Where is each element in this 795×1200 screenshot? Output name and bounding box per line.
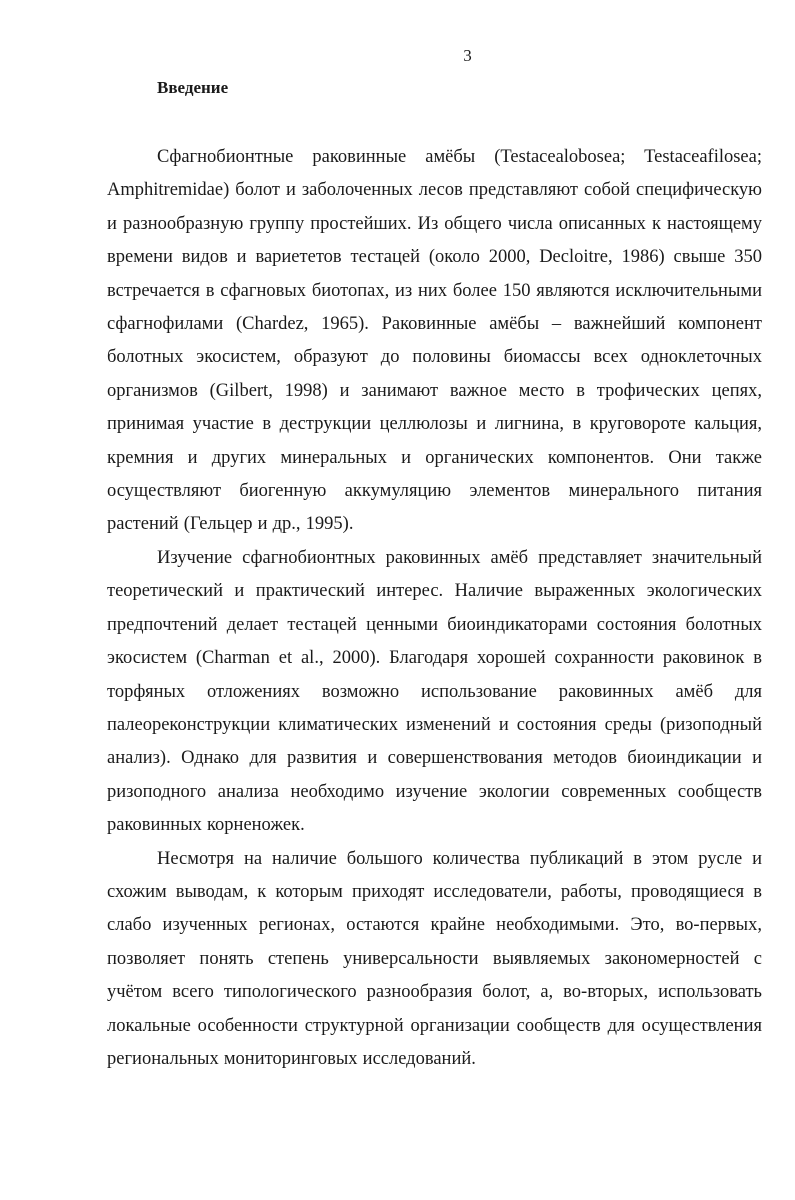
paragraph-1: Сфагнобионтные раковинные амёбы (Testacealobosea; Testaceafilosea; Amphitremidae) болот и заболоченных лесов представляют собой специфическую и разнообразную группу простейших. Из общего числа описанных к настоящему времени видов и вариететов тестацей (около 2000, Decloitre, 1986) свыше 350 встречается в сфагновых биотопах, из них более 150 являются исключительными сфагнофилами (Chardez, 1965). Раковинные амёбы – важнейший компонент болотных экосистем, образуют до половины биомассы всех одноклеточных организмов (Gilbert, 1998) и занимают важное место в трофических цепях, принимая участие в деструкции целлюлозы и лигнина, в круговороте кальция, кремния и других минеральных и органических компонентов. Они также осуществляют биогенную аккумуляцию элементов минерального питания растений (Гельцер и др., 1995). — [107, 147, 762, 535]
section-heading: Введение — [157, 78, 229, 97]
paragraph-2: Изучение сфагнобионтных раковинных амёб представляет значительный теоретический и практический интерес. Наличие выраженных экологических предпочтений делает тестацей ценными биоиндикаторами состояния болотных экосистем (Charman et al., 2000). Благодаря хорошей сохранности раковинок в торфяных отложениях возможно использование раковинных амёб для палеореконструкции климатических изменений и состояния среды (ризоподный анализ). Однако для развития и совершенствования методов биоиндикации и ризоподного анализа необходимо изучение экологии современных сообществ раковинных корненожек. — [107, 547, 762, 836]
body-text — [107, 141, 762, 1076]
paragraph-3: Несмотря на наличие большого количества публикаций в этом русле и схожим выводам, к которым приходят исследователи, работы, проводящиеся в слабо изученных регионах, остаются крайне необходимыми. Это, во-первых, позволяет понять степень универсальности выявляемых закономерностей с учётом всего типологического разнообразия болот, а, во-вторых, использовать локальные особенности структурной организации сообществ для осуществления региональных мониторинговых исследований. — [107, 848, 762, 1069]
page-number: 3 — [463, 46, 472, 65]
